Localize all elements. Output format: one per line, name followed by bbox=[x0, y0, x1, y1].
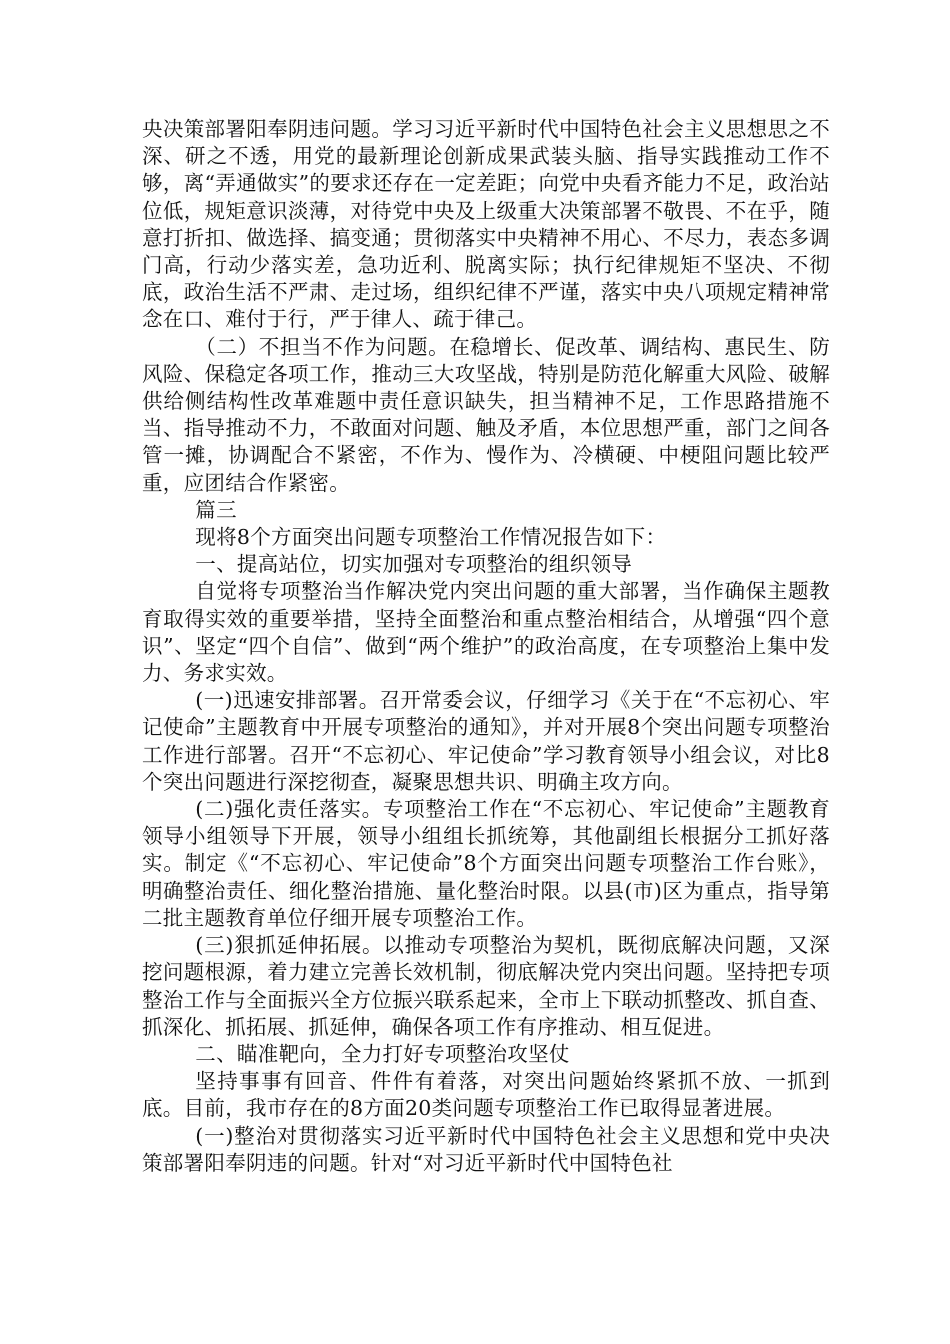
paragraph-item-one: (一)迅速安排部署。召开常委会议，仔细学习《关于在“不忘初心、牢记使命”主题教育中开展专项整治的通知》，并对开展8个突出问题专项整治工作进行部署。召开“不忘初心、牢记使命”学习教育领导小组会议，对比8个突出问题进行深挖彻查，凝聚思想共识、明确主攻方向。 bbox=[142, 688, 830, 794]
paragraph-section-one-body: 自觉将专项整治当作解决党内突出问题的重大部署，当作确保主题教育取得实效的重要举措，坚持全面整治和重点整治相结合，从增强“四个意识”、坚定“四个自信”、做到“两个维护”的政治高度，在专项整治上集中发力、务求实效。 bbox=[142, 579, 830, 686]
paragraph-item-one-rectify: (一)整治对贯彻落实习近平新时代中国特色社会主义思想和党中央决策部署阳奉阴违的问题。针对“对习近平新时代中国特色社 bbox=[142, 1123, 830, 1175]
paragraph-continued: 央决策部署阳奉阴违问题。学习习近平新时代中国特色社会主义思想思之不深、研之不透，用党的最新理论创新成果武装头脑、指导实践推动工作不够，离“弄通做实”的要求还存在一定差距；向党中央看齐能力不足，政治站位低，规矩意识淡薄，对待党中央及上级重大决策部署不敬畏、不在乎，随意打折扣、做选择、搞变通；贯彻落实中央精神不用心、不尽力，表态多调门高，行动少落实差，急功近利、脱离实际；执行纪律规矩不坚决、不彻底，政治生活不严肃、走过场，组织纪律不严谨，落实中央八项规定精神常念在口、难付于行，严于律人、疏于律己。 bbox=[142, 117, 830, 332]
section-heading-two: 二、瞄准靶向，全力打好专项整治攻坚仗 bbox=[195, 1041, 570, 1066]
intro-line: 现将8个方面突出问题专项整治工作情况报告如下： bbox=[195, 525, 667, 550]
paragraph-section-two: （二）不担当不作为问题。在稳增长、促改革、调结构、惠民生、防风险、保稳定各项工作，推动三大攻坚战，特别是防范化解重大风险、破解供给侧结构性改革难题中责任意识缺失，担当精神不足，工作思路措施不当、指导推动不力，不敢面对问题、触及矛盾，本位思想严重，部门之间各管一摊，协调配合不紧密，不作为、慢作为、冷横硬、中梗阻问题比较严重，应团结合作紧密。 bbox=[142, 334, 830, 495]
paragraph-section-two-body: 坚持事事有回音、件件有着落，对突出问题始终紧抓不放、一抓到底。目前，我市存在的8方面20类问题专项整治工作已取得显著进展。 bbox=[142, 1069, 830, 1121]
section-heading-one: 一、提高站位，切实加强对专项整治的组织领导 bbox=[195, 552, 633, 577]
document-body bbox=[142, 116, 830, 1177]
paragraph-item-three: (三)狠抓延伸拓展。以推动专项整治为契机，既彻底解决问题，又深挖问题根源，着力建立完善长效机制，彻底解决党内突出问题。坚持把专项整治工作与全面振兴全方位振兴联系起来，全市上下联动抓整改、抓自查、抓深化、抓拓展、抓延伸，确保各项工作有序推动、相互促进。 bbox=[142, 933, 830, 1039]
paragraph-item-two: (二)强化责任落实。专项整治工作在“不忘初心、牢记使命”主题教育领导小组领导下开展，领导小组组长抓统筹，其他副组长根据分工抓好落实。制定《“不忘初心、牢记使命”8个方面突出问题专项整治工作台账》，明确整治责任、细化整治措施、量化整治时限。以县(市)区为重点，指导第二批主题教育单位仔细开展专项整治工作。 bbox=[142, 797, 830, 930]
chapter-heading: 篇三 bbox=[195, 497, 237, 522]
